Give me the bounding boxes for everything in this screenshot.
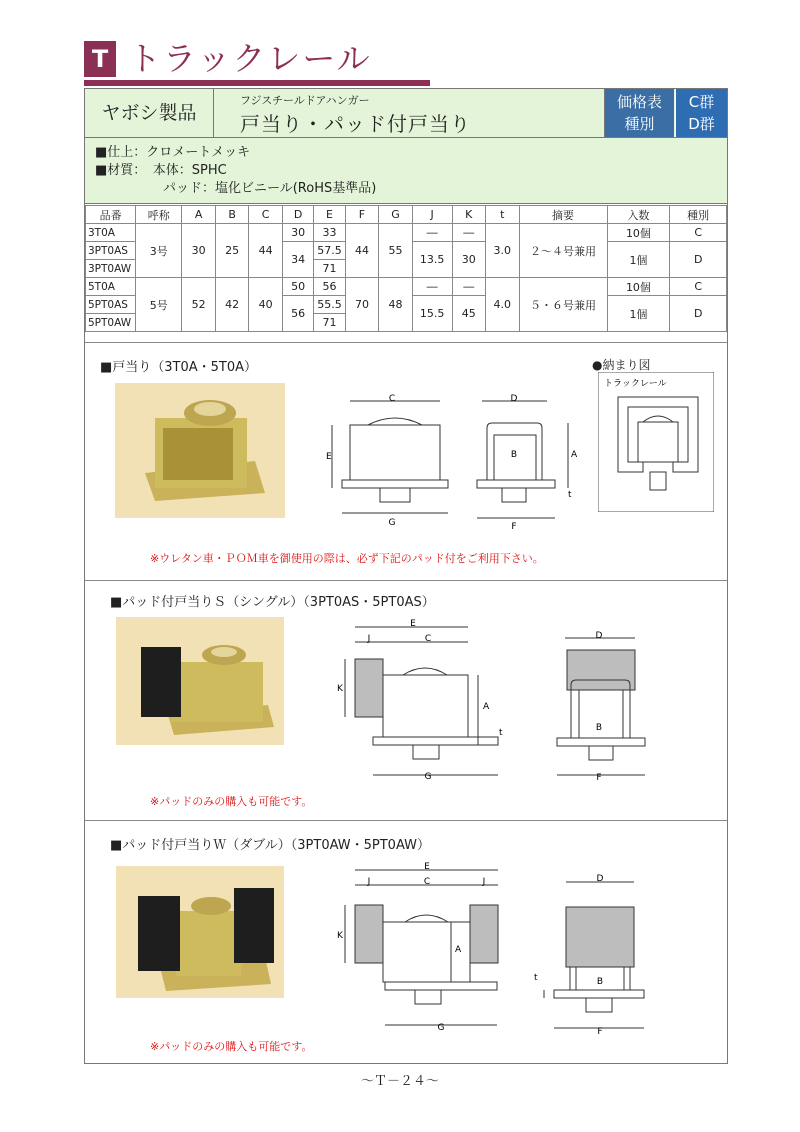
dim-label-a: A (455, 945, 462, 955)
cell: 3.0 (486, 224, 520, 278)
dim-label-e: E (424, 862, 430, 872)
group-d: D群 (688, 115, 715, 133)
section-divider (85, 580, 727, 581)
product-name: 戸当り・パッド付戸当り (240, 112, 471, 136)
cell: ２～４号兼用 (519, 224, 607, 278)
cell: ― (452, 224, 486, 242)
dim-label-t: t (568, 490, 572, 500)
col-header: A (182, 206, 216, 224)
dim-label-e: E (326, 452, 332, 462)
col-header: E (314, 206, 345, 224)
product-photo-door-stop (115, 383, 285, 518)
section-badge: T (84, 41, 116, 77)
cell: 5T0A (86, 278, 136, 296)
cell: ― (412, 278, 452, 296)
dim-label-d: D (510, 394, 518, 404)
cell: 40 (249, 278, 283, 332)
cell: ― (452, 278, 486, 296)
cell: 25 (215, 224, 249, 278)
dim-label-g: G (424, 772, 432, 782)
col-header: 呼称 (136, 206, 182, 224)
section-divider (85, 342, 727, 343)
page-title: トラックレール (128, 39, 372, 78)
dim-label-d: D (595, 631, 603, 641)
col-header: D (282, 206, 313, 224)
installation-diagram (598, 372, 714, 512)
title-underline (84, 80, 430, 86)
product-subtitle: フジスチールドアハンガー (240, 94, 370, 107)
cell: 52 (182, 278, 216, 332)
product-photo-pad-single (116, 617, 284, 745)
cell: 71 (314, 260, 345, 278)
dim-label-b: B (596, 977, 604, 987)
dim-label-j: J (367, 634, 371, 644)
spec-material: ■材質： 本体：SPHC (95, 163, 227, 178)
cell: 50 (282, 278, 313, 296)
install-diagram-title: ●納まり図 (592, 358, 651, 372)
cell: 10個 (607, 224, 670, 242)
dim-label-f: F (597, 1027, 603, 1037)
cell: 3PT0AW (86, 260, 136, 278)
cell: 55.5 (314, 296, 345, 314)
pad-double-side-drawing (530, 872, 650, 1037)
col-header: C (249, 206, 283, 224)
cell: 15.5 (412, 296, 452, 332)
product-photo-pad-double (116, 866, 284, 998)
cell: C (670, 278, 727, 296)
spec-finish: ■仕上：クロメートメッキ (95, 145, 251, 160)
cell: 34 (282, 242, 313, 278)
pad-double-front-drawing (333, 860, 508, 1035)
cell: C (670, 224, 727, 242)
rail-label: トラックレール (604, 379, 667, 389)
cell: ― (412, 224, 452, 242)
col-header: 品番 (86, 206, 136, 224)
col-header: G (379, 206, 413, 224)
dim-label-g: G (437, 1023, 445, 1033)
table-header-row (86, 206, 727, 224)
dim-label-c: C (423, 877, 431, 887)
col-header: 摘要 (519, 206, 607, 224)
urethane-warning-note: ※ウレタン車・ＰＯＭ車を御使用の際は、必ず下記のパッド付をご利用下さい。 (150, 552, 544, 565)
dim-label-t: t (499, 728, 503, 738)
price-label-2: 種別 (624, 115, 655, 133)
section-divider (85, 820, 727, 821)
cell: 3号 (136, 224, 182, 278)
pad-single-side-drawing (553, 630, 653, 780)
dim-label-k: K (337, 931, 343, 941)
pad-only-note: ※パッドのみの購入も可能です。 (150, 795, 313, 808)
cell: 5PT0AS (86, 296, 136, 314)
dim-label-b: B (595, 723, 603, 733)
col-header: 種別 (670, 206, 727, 224)
cell: 57.5 (314, 242, 345, 260)
cell: 3PT0AS (86, 242, 136, 260)
cell: 56 (282, 296, 313, 332)
cell: 48 (379, 278, 413, 332)
cell: 13.5 (412, 242, 452, 278)
dim-label-f: F (511, 522, 517, 532)
dim-label-g: G (388, 518, 396, 528)
price-label-1: 価格表 (616, 93, 662, 111)
front-view-drawing (320, 393, 450, 533)
section1-title: ■戸当り（3T0A・5T0A） (100, 360, 258, 375)
cell: 4.0 (486, 278, 520, 332)
cell: 1個 (607, 296, 670, 332)
cell: 56 (314, 278, 345, 296)
spec-block (85, 138, 727, 204)
dim-label-c: C (388, 394, 396, 404)
dim-label-a: A (571, 450, 578, 460)
side-view-drawing (472, 393, 582, 533)
cell: 55 (379, 224, 413, 278)
col-header: t (486, 206, 520, 224)
col-header: B (215, 206, 249, 224)
dim-label-k: K (337, 684, 343, 694)
cell: 5号 (136, 278, 182, 332)
dim-label-j: J (367, 877, 371, 887)
cell: 44 (249, 224, 283, 278)
maker-name: ヤボシ製品 (85, 89, 214, 137)
price-label (604, 89, 674, 137)
cell: 30 (452, 242, 486, 278)
spec-pad: パッド：塩化ビニール(RoHS基準品) (163, 181, 377, 196)
dim-label-d: D (596, 874, 604, 884)
section2-title: ■パッド付戸当りＳ（シングル）（3PT0AS・5PT0AS） (110, 595, 435, 610)
cell: 1個 (607, 242, 670, 278)
table-row (86, 224, 727, 242)
cell: ５・６号兼用 (519, 278, 607, 332)
dim-label-j: J (482, 877, 486, 887)
cell: D (670, 296, 727, 332)
cell: D (670, 242, 727, 278)
dimension-table (85, 205, 727, 332)
cell: 5PT0AW (86, 314, 136, 332)
pad-only-note: ※パッドのみの購入も可能です。 (150, 1040, 313, 1053)
section3-title: ■パッド付戸当りＷ（ダブル）（3PT0AW・5PT0AW） (110, 838, 430, 853)
dim-label-b: B (510, 450, 518, 460)
dim-label-a: A (483, 702, 490, 712)
pad-single-front-drawing (333, 617, 503, 782)
dim-label-t: t (534, 973, 538, 983)
dim-label-e: E (410, 619, 416, 629)
col-header: F (345, 206, 379, 224)
cell: 44 (345, 224, 379, 278)
col-header: K (452, 206, 486, 224)
cell: 71 (314, 314, 345, 332)
price-groups (675, 89, 727, 137)
cell: 10個 (607, 278, 670, 296)
group-c: C群 (688, 93, 715, 111)
table-row (86, 278, 727, 296)
dim-label-f: F (596, 773, 602, 780)
cell: 30 (182, 224, 216, 278)
cell: 45 (452, 296, 486, 332)
cell: 33 (314, 224, 345, 242)
dim-label-c: C (424, 634, 432, 644)
cell: 42 (215, 278, 249, 332)
cell: 3T0A (86, 224, 136, 242)
page-number: ～Ｔ－２４～ (360, 1074, 439, 1089)
col-header: J (412, 206, 452, 224)
col-header: 入数 (607, 206, 670, 224)
cell: 70 (345, 278, 379, 332)
cell: 30 (282, 224, 313, 242)
